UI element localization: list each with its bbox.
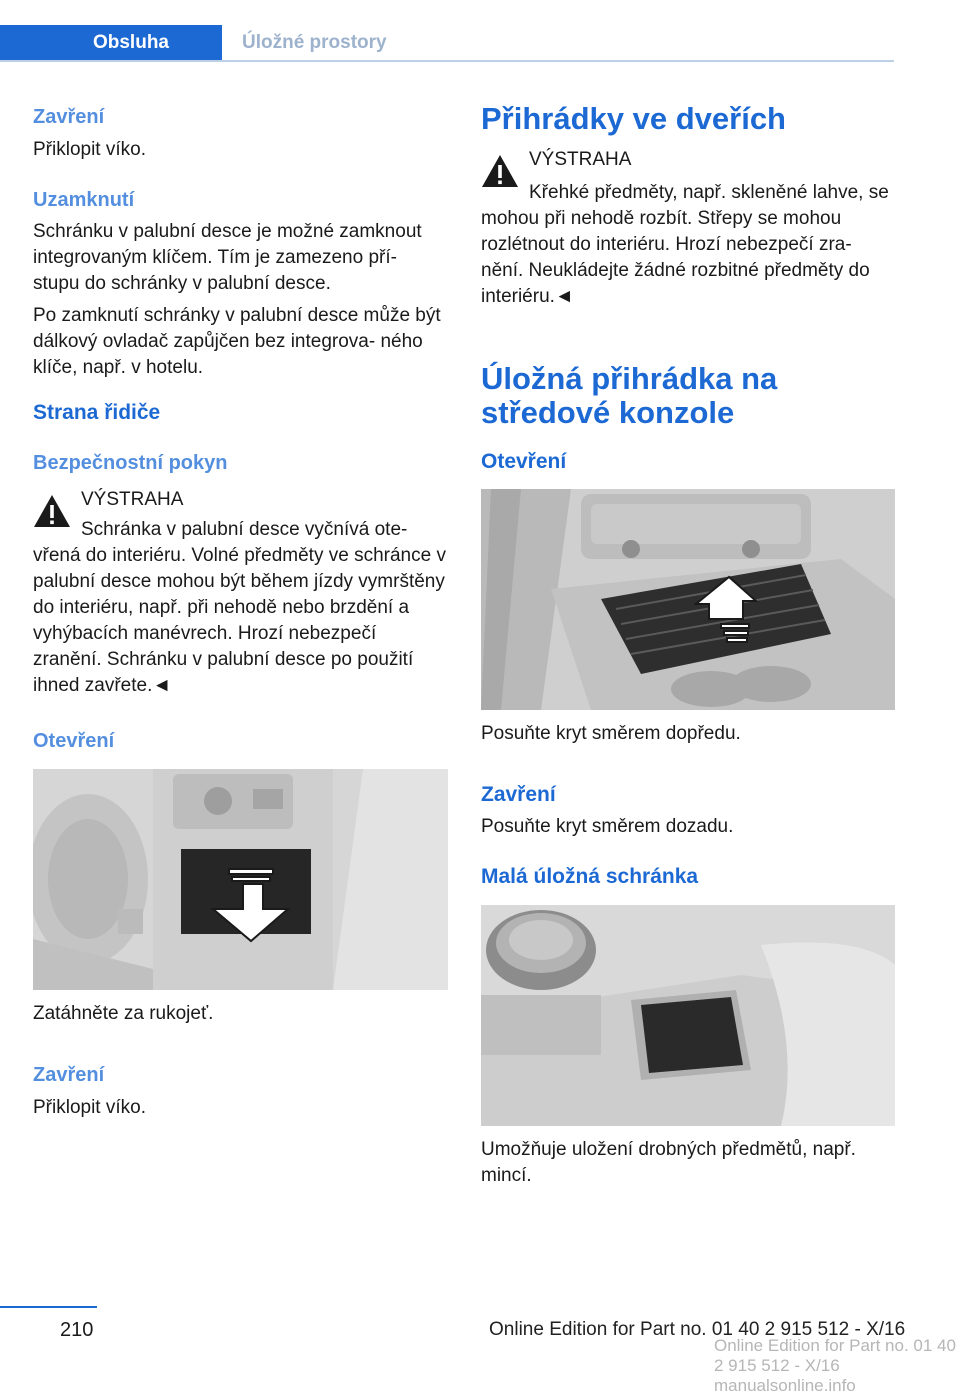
edition-info: Online Edition for Part no. 01 40 2 915 512 - X/16 (489, 1319, 906, 1340)
header-divider (0, 60, 894, 62)
small-storage-image (481, 905, 895, 1126)
warning-label: VÝSTRAHA (529, 149, 632, 170)
close-heading: Zavření (33, 106, 105, 128)
footer-divider (0, 1306, 97, 1308)
door-compartment-heading: Přihrádky ve dveřích (481, 101, 786, 136)
small-storage-caption: Umožňuje uložení drobných předmětů, např. mincí. (481, 1139, 856, 1186)
tab-obsluha[interactable]: Obsluha (0, 25, 222, 60)
console-close-heading: Zavření (481, 783, 556, 806)
watermark: Online Edition for Part no. 01 40 2 915 512 - X/16 manualsonline.info (714, 1336, 956, 1395)
console-open-heading: Otevření (481, 450, 567, 473)
safety-heading: Bezpečnostní pokyn (33, 452, 228, 474)
console-storage-image (481, 489, 895, 710)
page-header (0, 25, 894, 63)
close2-text: Přiklopit víko. (33, 1097, 146, 1118)
warning-label: VÝSTRAHA (81, 489, 184, 510)
close-text: Přiklopit víko. (33, 139, 146, 160)
glovebox-open-image (33, 769, 448, 990)
small-storage-heading: Malá úložná schránka (481, 865, 699, 888)
lock-text-2: Po zamknutí schránky v palubní desce může být dálkový ovladač zapůjčen bez integrova‐ ného klíče, např. v hotelu. (33, 305, 441, 378)
warning-text: Křehké předměty, např. skleněné lahve, se mohou při nehodě rozbít. Střepy se mohou rozlétnout do interiéru. Hrozí nebezpečí zra‐ nění. Neukládejte žádné rozbitné předměty do interiéru.◄ (481, 182, 889, 307)
open-caption: Zatáhněte za rukojeť. (33, 1003, 214, 1024)
page-number: 210 (60, 1319, 94, 1341)
lock-text-1: Schránku v palubní desce je možné zamknout integrovaným klíčem. Tím je zamezeno pří‐ stupu do schránky v palubní desce. (33, 221, 422, 294)
driver-side-heading: Strana řidiče (33, 401, 161, 424)
warning-text: Schránka v palubní desce vyčnívá ote‐ vřená do interiéru. Volné předměty ve schránce v palubní desce mohou být během jízdy vymrštěny do interiéru, např. při nehodě nebo brzdění a vyhýbacích manévrech. Hrozí nebezpečí zranění. Schránku v palubní desce po použití ihned zavřete.◄ (33, 519, 446, 696)
tab-ulozne-prostory[interactable]: Úložné prostory (242, 31, 387, 53)
close2-heading: Zavření (33, 1064, 105, 1086)
lock-heading: Uzamknutí (33, 189, 135, 211)
open-heading: Otevření (33, 730, 115, 752)
console-heading: Úložná přihrádka na středové konzole (481, 361, 778, 430)
console-close-text: Posuňte kryt směrem dozadu. (481, 816, 734, 837)
console-open-caption: Posuňte kryt směrem dopředu. (481, 723, 741, 744)
